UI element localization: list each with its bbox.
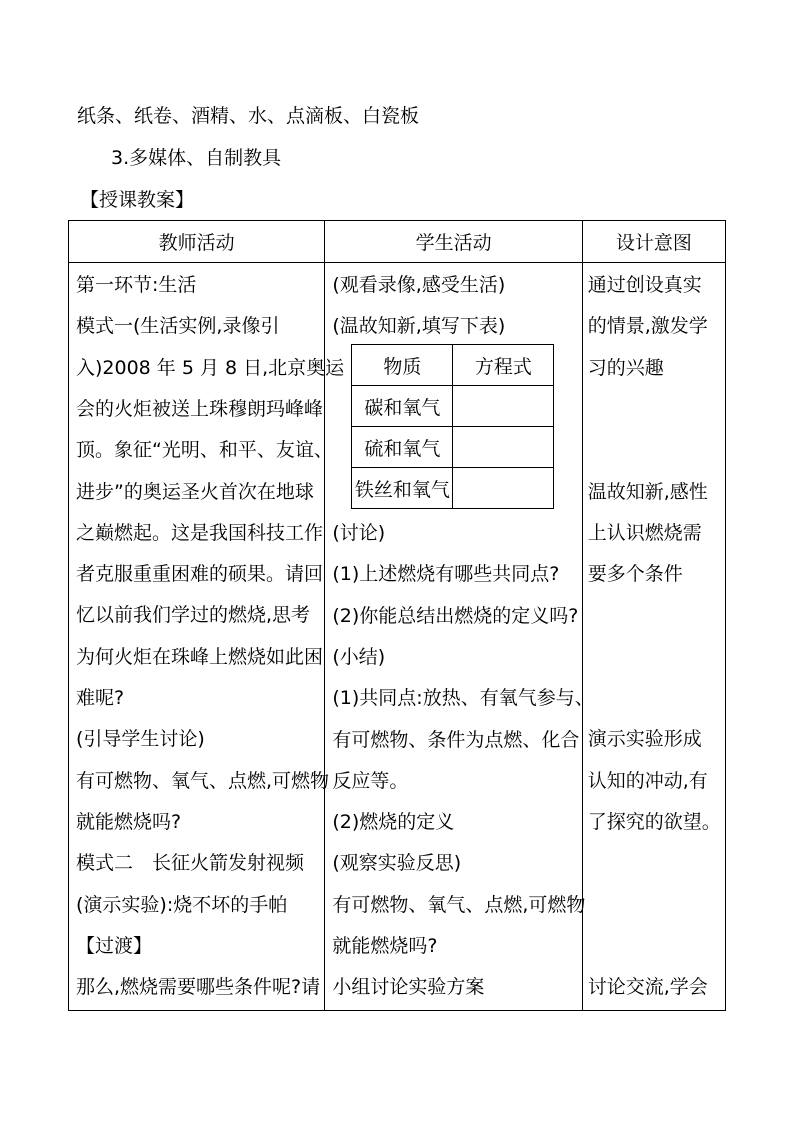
- teacher-text-line: (引导学生讨论): [76, 728, 205, 751]
- student-text-line: (讨论): [332, 522, 386, 544]
- lesson-plan-table: [68, 220, 726, 1011]
- materials-line: 纸条、纸卷、酒精、水、点滴板、白瓷板: [77, 105, 420, 127]
- reaction-table-header: [352, 345, 554, 386]
- design-text-line: 温故知新,感性: [587, 480, 708, 503]
- design-text-line: 了探究的欲望。: [587, 810, 721, 833]
- section-heading: 【授课教案】: [80, 189, 195, 211]
- reaction-table: [351, 344, 554, 509]
- teacher-text-line: 难呢?: [76, 687, 125, 709]
- teacher-text-line: 顶。象征“光明、和平、友谊、: [76, 439, 333, 462]
- header-equation: 方程式: [453, 345, 554, 386]
- design-text-line: 的情景,激发学: [587, 315, 708, 338]
- teacher-text-line: 进步”的奥运圣火首次在地球: [76, 480, 314, 503]
- design-intent-cell: [582, 263, 725, 1011]
- design-text-line: 通过创设真实: [587, 274, 702, 296]
- equation-cell: [453, 386, 554, 427]
- student-text-line: (小结): [332, 645, 386, 668]
- teacher-text-line: 就能燃烧吗?: [76, 810, 182, 833]
- teacher-text-line: 会的火炬被送上珠穆朗玛峰峰: [76, 397, 324, 420]
- teacher-text-line: 忆以前我们学过的燃烧,思考: [76, 604, 311, 627]
- header-design-intent: 设计意图: [582, 221, 725, 263]
- student-text-line: (观看录像,感受生活): [332, 274, 506, 296]
- equation-cell: [453, 468, 554, 509]
- design-text-line: 演示实验形成: [587, 728, 702, 751]
- student-text-line: (温故知新,填写下表): [332, 315, 506, 337]
- substance-cell: 硫和氧气: [352, 427, 453, 468]
- design-text-line: 要多个条件: [587, 563, 683, 586]
- table-row: [352, 468, 554, 509]
- student-text-line: (1)共同点:放热、有氧气参与、: [332, 687, 594, 710]
- equation-cell: [453, 427, 554, 468]
- header-teacher-activity: 教师活动: [69, 221, 325, 263]
- teacher-text-line: 者克服重重困难的硕果。请回: [76, 563, 324, 586]
- teacher-text-line: 有可燃物、氧气、点燃,可燃物: [76, 769, 330, 792]
- student-text-line: (2)你能总结出燃烧的定义吗?: [332, 604, 579, 627]
- table-row: [352, 386, 554, 427]
- teacher-text-line: 【过渡】: [76, 934, 153, 957]
- teacher-text-line: 模式二 长征火箭发射视频: [76, 852, 305, 875]
- student-text-line: 有可燃物、氧气、点燃,可燃物: [332, 893, 586, 916]
- student-text-line: 有可燃物、条件为点燃、化合: [332, 728, 580, 751]
- substance-cell: 碳和氧气: [352, 386, 453, 427]
- teacher-text-line: (演示实验):烧不坏的手帕: [76, 893, 288, 916]
- item-3-line: 3.多媒体、自制教具: [111, 147, 282, 169]
- teacher-text-line: 第一环节:生活: [76, 274, 197, 296]
- teacher-text-line: 入)2008 年 5 月 8 日,北京奥运: [76, 356, 345, 379]
- teacher-activity-cell: [69, 263, 345, 1011]
- student-text-line: 反应等。: [332, 769, 409, 792]
- substance-cell: 铁丝和氧气: [352, 468, 453, 509]
- design-text-line: 习的兴趣: [587, 356, 664, 379]
- header-student-activity: 学生活动: [325, 221, 582, 263]
- design-text-line: 认知的冲动,有: [587, 769, 708, 792]
- student-text-line: (观察实验反思): [332, 852, 462, 875]
- teacher-text-line: 模式一(生活实例,录像引: [76, 315, 280, 338]
- header-substance: 物质: [352, 345, 453, 386]
- teacher-text-line: 那么,燃烧需要哪些条件呢?请: [76, 976, 321, 999]
- teacher-text-line: 为何火炬在珠峰上燃烧如此困: [76, 645, 324, 668]
- table-header-row: [69, 221, 726, 263]
- student-text-line: (2)燃烧的定义: [332, 811, 455, 834]
- design-text-line: 讨论交流,学会: [587, 976, 708, 999]
- student-text-line: 就能燃烧吗?: [332, 935, 438, 957]
- student-activity-cell: [325, 263, 594, 1011]
- table-row: [69, 263, 726, 1011]
- student-text-line: 小组讨论实验方案: [332, 976, 485, 999]
- teacher-text-line: 之巅燃起。这是我国科技工作: [76, 521, 324, 544]
- design-text-line: 上认识燃烧需: [587, 521, 702, 544]
- table-row: [352, 427, 554, 468]
- student-text-line: (1)上述燃烧有哪些共同点?: [332, 563, 560, 586]
